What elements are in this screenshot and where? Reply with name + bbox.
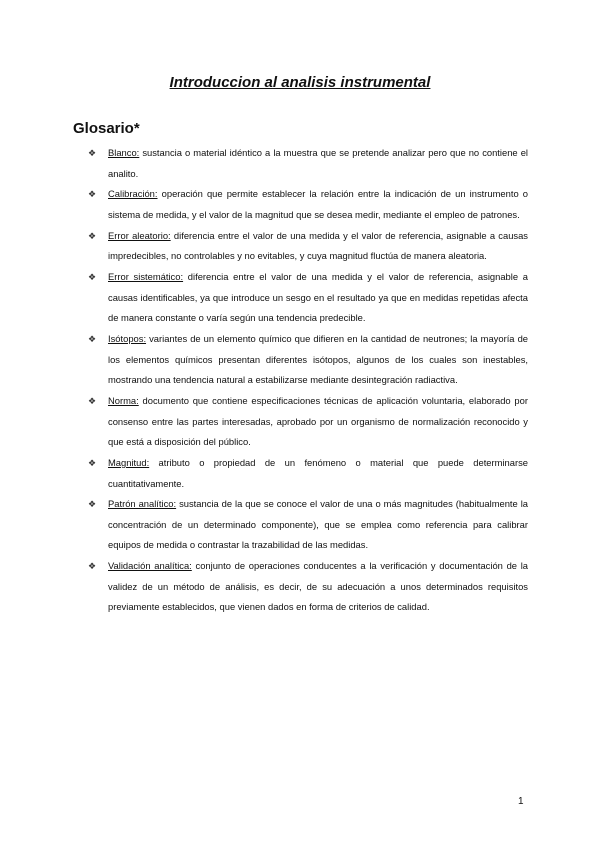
diamond-bullet-icon: ❖ (88, 230, 97, 241)
glossary-definition: diferencia entre el valor de una medida y el valor de referencia, asignable a causas identificables, ya que introduce un sesgo en el resultado ya que en medidas repetidas afecta de manera constante o varía según una tendencia predecible. (108, 270, 529, 324)
glossary-item (88, 391, 528, 453)
glossary-definition: documento que contiene especificaciones técnicas de aplicación voluntaria, elaborado por consenso entre las partes interesadas, aprobado por un organismo de normalización reconocido y que está a disposición del público. (108, 394, 528, 448)
glossary-item (88, 329, 528, 391)
diamond-bullet-icon: ❖ (88, 189, 97, 200)
glossary-term: Isótopos: (108, 332, 147, 344)
diamond-bullet-icon: ❖ (88, 148, 97, 158)
glossary-term: Norma: (108, 394, 139, 406)
page-number: 1 (518, 796, 524, 807)
glossary-definition: atributo o propiedad de un fenómeno o material que puede determinarse cuantitativamente. (108, 456, 528, 489)
glossary-item (88, 143, 528, 184)
glossary-definition: diferencia entre el valor de una medida y el valor de referencia, asignable a causas impredecibles, no controlables y no evitables, y cuya magnitud fluctúa de manera aleatoria. (108, 229, 528, 262)
glossary-list (88, 143, 528, 618)
glossary-item (88, 226, 528, 267)
glossary-term: Validación analítica: (108, 560, 192, 572)
diamond-bullet-icon: ❖ (88, 457, 97, 468)
glossary-term: Blanco: (108, 147, 140, 158)
glossary-definition: variantes de un elemento químico que difieren en la cantidad de neutrones; la mayoría de los elementos químicos presentan diferentes isótopos, algunos de los cuales son inestables, mostrando una tendencia natural a estabilizarse mediante desintegración radiactiva. (108, 332, 528, 386)
diamond-bullet-icon: ❖ (88, 395, 97, 406)
diamond-bullet-icon: ❖ (88, 499, 97, 510)
glossary-definition: operación que permite establecer la relación entre la indicación de un instrumento o sistema de medida, y el valor de la magnitud que se desea medir, mediante el empleo de patrones. (108, 188, 528, 220)
glossary-definition: sustancia de la que se conoce el valor de una o más magnitudes (habitualmente la concentración de un determinado componente), que se emplea como referencia para calibrar equipos de medida o contrastar la trazabilidad de las medidas. (108, 498, 529, 551)
glossary-term: Patrón analítico: (108, 498, 177, 510)
glossary-item (88, 556, 528, 618)
diamond-bullet-icon: ❖ (88, 271, 97, 282)
glossary-definition: sustancia o material idéntico a la muestra que se pretende analizar pero que no contiene el analito. (108, 147, 528, 179)
glossary-term: Error sistemático: (108, 270, 184, 282)
diamond-bullet-icon: ❖ (88, 333, 97, 344)
glossary-item (88, 453, 528, 494)
glossary-item (88, 267, 528, 329)
diamond-bullet-icon: ❖ (88, 561, 97, 572)
section-heading: Glosario* (73, 120, 140, 137)
glossary-term: Calibración: (108, 188, 158, 200)
glossary-term: Magnitud: (108, 456, 150, 468)
glossary-item (88, 184, 528, 225)
glossary-item (88, 494, 528, 556)
glossary-definition: conjunto de operaciones conducentes a la verificación y documentación de la validez de un método de análisis, es decir, de su adecuación a unos determinados requisitos previamente establecidos, que vienen dados en forma de criterios de calidad. (108, 560, 528, 613)
glossary-term: Error aleatorio: (108, 229, 171, 241)
document-title: Introduccion al analisis instrumental (169, 74, 431, 91)
